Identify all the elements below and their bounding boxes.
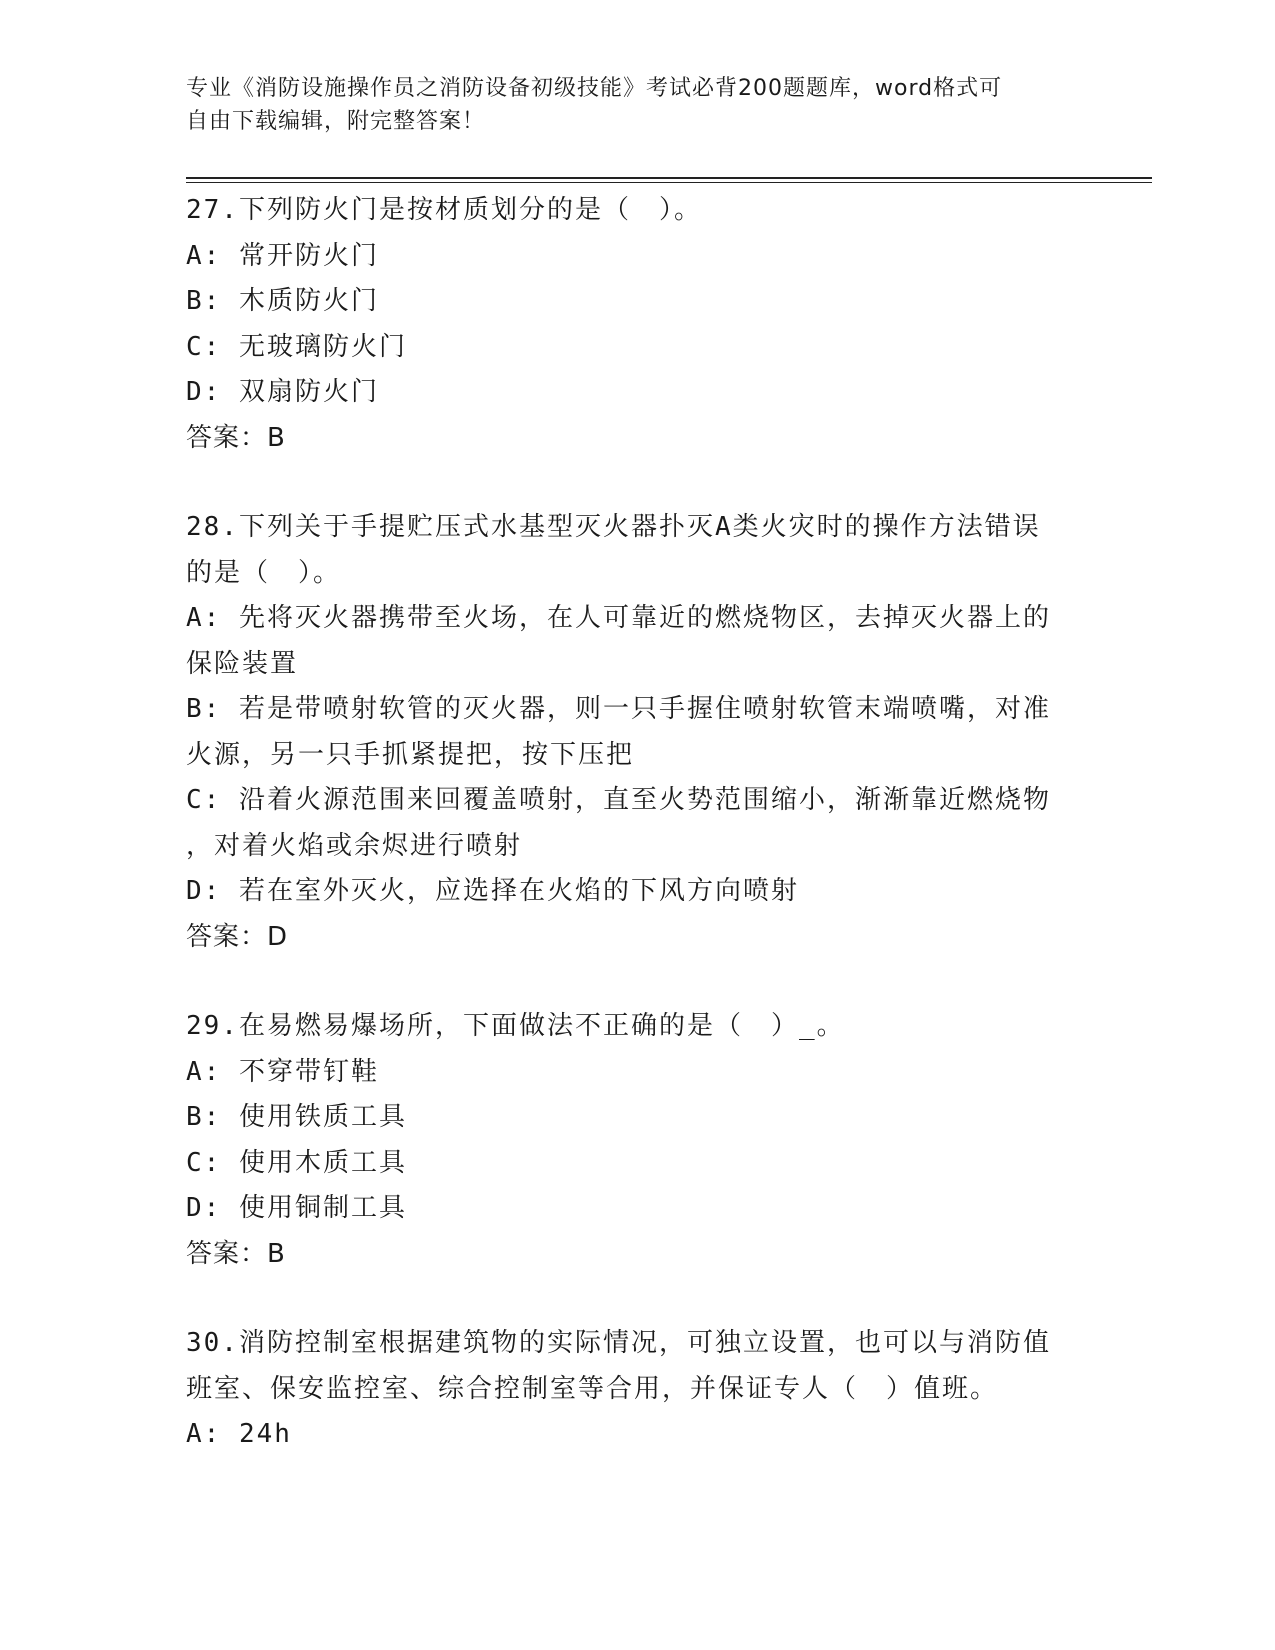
question-29 [186, 1004, 1086, 1277]
option-a: A: 24h [186, 1419, 292, 1449]
option-a: A: 先将灭火器携带至火场，在人可靠近的燃烧物区，去掉灭火器上的 [186, 603, 1051, 633]
question-stem-cont: 班室、保安监控室、综合控制室等合用，并保证专人（ ）值班。 [186, 1373, 999, 1404]
option-c: C: 无玻璃防火门 [186, 331, 407, 362]
answer-text: 答案：B [186, 1238, 286, 1269]
header-line-2: 自由下载编辑，附完整答案！ [186, 109, 486, 134]
header-divider-thin [186, 182, 1152, 183]
document-header [186, 72, 1086, 138]
question-30 [186, 1321, 1086, 1458]
option-a: A: 不穿带钉鞋 [186, 1056, 379, 1087]
option-b-cont: 火源，另一只手抓紧提把，按下压把 [186, 739, 635, 770]
question-27 [186, 188, 1086, 461]
option-d: D: 双扇防火门 [186, 377, 379, 407]
question-stem: 30.消防控制室根据建筑物的实际情况，可独立设置，也可以与消防值 [186, 1328, 1051, 1358]
option-c: C: 沿着火源范围来回覆盖喷射，直至火势范围缩小，渐渐靠近燃烧物 [186, 785, 1051, 815]
header-line-1: 专业《消防设施操作员之消防设备初级技能》考试必背200题题库，word格式可 [186, 76, 1003, 101]
question-28 [186, 505, 1086, 960]
answer-text: 答案：D [186, 921, 289, 952]
question-stem-cont: 的是（ ）。 [186, 557, 342, 588]
question-stem: 28.下列关于手提贮压式水基型灭火器扑灭A类火灾时的操作方法错误 [186, 512, 1041, 542]
option-c-cont: ，对着火焰或余烬进行喷射 [186, 830, 523, 861]
question-list [186, 188, 1086, 1502]
header-divider-thick [186, 177, 1152, 179]
question-stem: 27.下列防火门是按材质划分的是（ ）。 [186, 195, 702, 225]
option-d: D: 若在室外灭火，应选择在火焰的下风方向喷射 [186, 876, 799, 906]
option-b: B: 木质防火门 [186, 286, 379, 316]
option-a: A: 常开防火门 [186, 240, 379, 271]
option-c: C: 使用木质工具 [186, 1147, 407, 1178]
question-stem: 29.在易燃易爆场所，下面做法不正确的是（ ）_。 [186, 1011, 845, 1041]
answer-text: 答案：B [186, 422, 286, 453]
option-a-cont: 保险装置 [186, 648, 299, 679]
option-b: B: 若是带喷射软管的灭火器，则一只手握住喷射软管末端喷嘴，对准 [186, 694, 1051, 724]
option-b: B: 使用铁质工具 [186, 1102, 407, 1132]
option-d: D: 使用铜制工具 [186, 1193, 407, 1223]
